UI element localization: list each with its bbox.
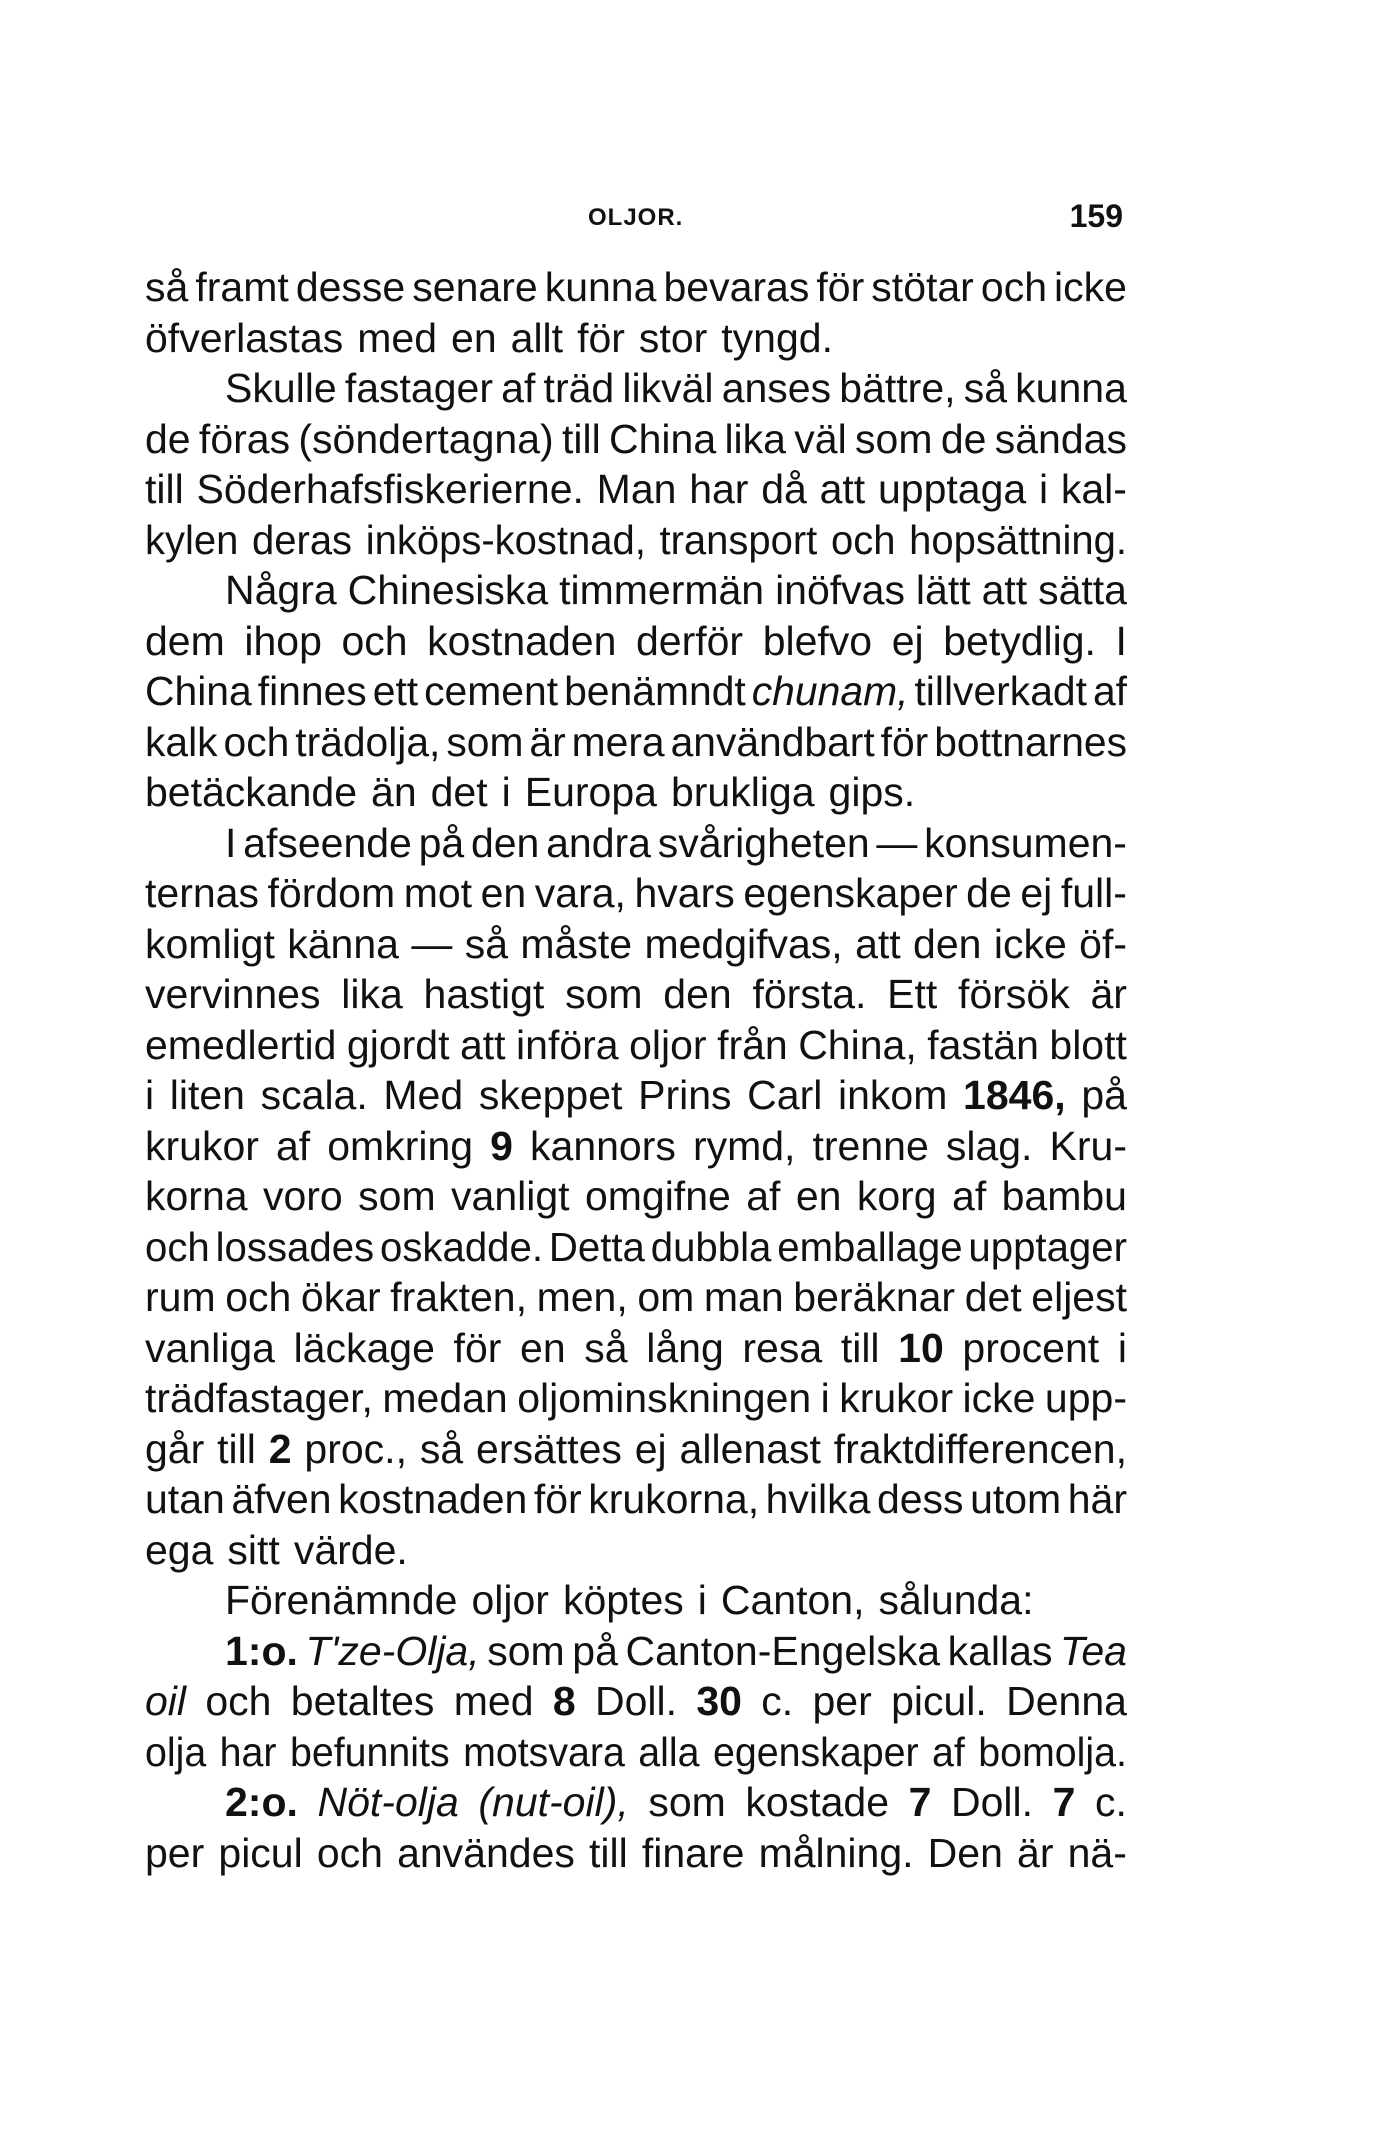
text-line: Några Chinesiska timmermän inöfvas lätt att sätta: [225, 567, 1127, 613]
text-line: kylen deras inköps-kostnad, transport och hopsättning.: [145, 516, 1128, 563]
text-line: vervinnes lika hastigt som den första. Ett försök är: [145, 971, 1127, 1017]
text-line: oil och betaltes med 8 Doll. 30 c. per picul. Denna: [145, 1678, 1127, 1724]
text-line: 1:o. T'ze-Olja, som på Canton-Engelska kallas Tea: [225, 1627, 1127, 1674]
page-number: 159: [1069, 198, 1123, 234]
text-line: komligt känna — så måste medgifvas, att den icke öf-: [145, 920, 1127, 967]
text-line: Förenämnde oljor köptes i Canton, sålunda:: [225, 1577, 1034, 1623]
text-line: rum och ökar frakten, men, om man beräknar det eljest: [145, 1274, 1127, 1320]
body-text: [145, 262, 1127, 1878]
text-line: kalk och trädolja, som är mera användbart för bottnarnes: [145, 718, 1128, 765]
text-line: korna voro som vanligt omgifne af en korg af bambu: [145, 1173, 1127, 1219]
text-line: krukor af omkring 9 kannors rymd, trenne slag. Kru-: [145, 1122, 1127, 1169]
text-line: går till 2 proc., så ersättes ej allenast fraktdifferencen,: [145, 1425, 1127, 1472]
text-line: dem ihop och kostnaden derför blefvo ej betydlig. I: [145, 617, 1127, 664]
running-head: [148, 198, 1123, 238]
text-line: trädfastager, medan oljominskningen i krukor icke upp-: [145, 1375, 1127, 1421]
text-line: I afseende på den andra svårigheten — konsumen-: [225, 819, 1127, 866]
text-line: och lossades oskadde. Detta dubbla emballage upptager: [145, 1223, 1127, 1270]
text-line: vanliga läckage för en så lång resa till 10 procent i: [145, 1324, 1127, 1371]
text-line: så framt desse senare kunna bevaras för stötar och icke: [145, 264, 1127, 310]
text-line: öfverlastas med en allt för stor tyngd.: [145, 314, 833, 361]
text-line: China finnes ett cement benämndt chunam, tillverkadt af: [145, 668, 1128, 714]
text-line: de föras (söndertagna) till China lika väl som de sändas: [145, 415, 1127, 462]
text-line: till Söderhafsfiskerierne. Man har då att upptaga i kal-: [145, 466, 1127, 512]
text-line: emedlertid gjordt att införa oljor från China, fastän blott: [145, 1021, 1127, 1068]
text-line: per picul och användes till finare målning. Den är nä-: [145, 1829, 1127, 1876]
text-line: ega sitt värde.: [145, 1526, 408, 1573]
text-line: olja har befunnits motsvara alla egenskaper af bomolja.: [145, 1728, 1127, 1775]
running-title: OLJOR.: [588, 204, 684, 231]
text-line: utan äfven kostnaden för krukorna, hvilka dess utom här: [145, 1476, 1127, 1522]
text-line: ternas fördom mot en vara, hvars egenskaper de ej full-: [145, 870, 1127, 916]
text-line: 2:o. Nöt-olja (nut-oil), som kostade 7 Doll. 7 c.: [225, 1779, 1127, 1825]
text-line: betäckande än det i Europa brukliga gips.: [145, 769, 916, 815]
text-line: i liten scala. Med skeppet Prins Carl inkom 1846, på: [145, 1072, 1127, 1118]
text-line: Skulle fastager af träd likväl anses bättre, så kunna: [225, 365, 1127, 411]
